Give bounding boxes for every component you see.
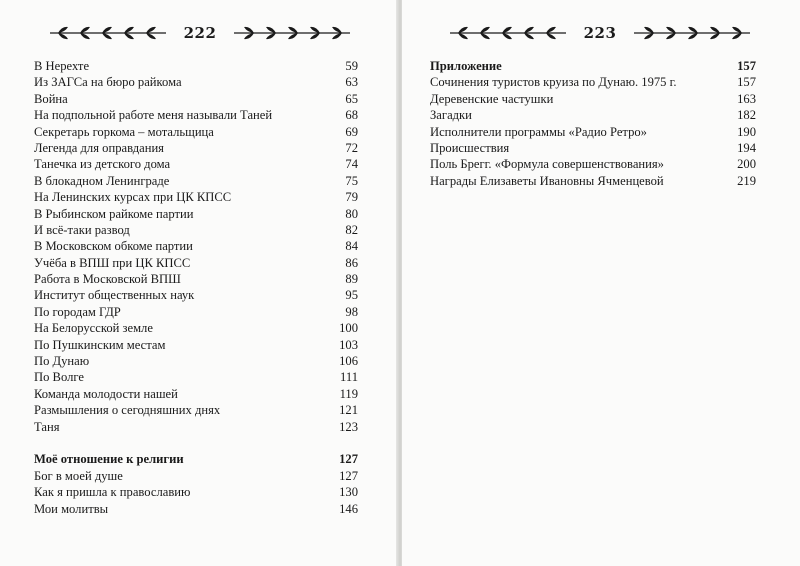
toc-entry-page-number: 121 (339, 403, 358, 418)
toc-entry-title: Танечка из детского дома (34, 157, 171, 172)
toc-entry (34, 173, 358, 189)
toc-entry (34, 189, 358, 205)
left-page-header (30, 22, 370, 44)
toc-entry-title: Война (34, 91, 68, 106)
toc-entry-page-number: 194 (737, 140, 756, 155)
toc-entry (34, 337, 358, 353)
toc-entry-title: По городам ГДР (34, 304, 121, 319)
toc-entry (34, 386, 358, 402)
toc-section-heading (34, 451, 358, 467)
toc-entry-title: Из ЗАГСа на бюро райкома (34, 75, 182, 90)
toc-entry-page-number: 200 (737, 157, 756, 172)
toc-entry (34, 140, 358, 156)
toc-entry (34, 222, 358, 238)
floral-ornament-icon (232, 25, 352, 41)
page-number: 222 (183, 24, 217, 42)
toc-entry (34, 468, 358, 484)
toc-entry (34, 369, 358, 385)
toc-entry-page-number: 95 (345, 288, 358, 303)
toc-entry-page-number: 100 (339, 321, 358, 336)
toc-entry (34, 206, 358, 222)
toc-entry-title: По Дунаю (34, 354, 90, 369)
right-page (402, 0, 800, 566)
toc-entry-page-number: 74 (345, 157, 358, 172)
toc-entry (34, 271, 358, 287)
toc-entry-page-number: 59 (345, 59, 358, 73)
table-of-contents (34, 58, 358, 517)
toc-entry-title: Загадки (430, 108, 472, 123)
toc-entry-title: Таня (34, 419, 60, 434)
toc-entry (34, 124, 358, 140)
toc-entry-page-number: 80 (345, 206, 358, 221)
toc-entry (430, 140, 756, 156)
toc-entry-page-number: 157 (737, 59, 756, 73)
toc-entry (34, 58, 358, 74)
toc-entry-title: Бог в моей душе (34, 468, 123, 483)
toc-entry-page-number: 103 (339, 337, 358, 352)
toc-entry-page-number: 127 (339, 452, 358, 467)
toc-entry (34, 353, 358, 369)
toc-entry-title: Институт общественных наук (34, 288, 195, 303)
toc-entry-page-number: 68 (345, 108, 358, 123)
toc-entry-page-number: 111 (340, 370, 358, 385)
toc-entry-page-number: 182 (737, 108, 756, 123)
toc-entry (34, 402, 358, 418)
toc-entry (34, 484, 358, 500)
toc-entry-title: Моё отношение к религии (34, 452, 184, 467)
toc-entry (34, 74, 358, 90)
toc-entry (34, 255, 358, 271)
toc-entry (34, 320, 358, 336)
toc-entry-title: Секретарь горкома – мотальщица (34, 124, 214, 139)
toc-entry-title: Приложение (430, 59, 502, 73)
toc-entry (430, 124, 756, 140)
toc-entry-title: В Нерехте (34, 59, 90, 73)
toc-entry-title: Работа в Московской ВПШ (34, 272, 181, 287)
toc-entry-title: Деревенские частушки (430, 91, 554, 106)
toc-entry-title: На подпольной работе меня называли Таней (34, 108, 273, 123)
toc-entry-title: В Рыбинском райкоме партии (34, 206, 194, 221)
toc-entry-title: В блокадном Ленинграде (34, 173, 170, 188)
toc-entry-page-number: 130 (339, 485, 358, 500)
toc-entry-title: Мои молитвы (34, 501, 109, 516)
toc-entry-page-number: 123 (339, 419, 358, 434)
page-number: 223 (583, 24, 617, 42)
toc-entry-page-number: 163 (737, 91, 756, 106)
toc-entry-page-number: 63 (345, 75, 358, 90)
toc-entry-page-number: 75 (345, 173, 358, 188)
toc-entry-title: Учёба в ВПШ при ЦК КПСС (34, 255, 191, 270)
toc-entry-page-number: 157 (737, 75, 756, 90)
toc-entry-title: В Московском обкоме партии (34, 239, 193, 254)
toc-entry-title: На Белорусской земле (34, 321, 153, 336)
toc-entry (430, 156, 756, 172)
toc-entry-title: По Пушкинским местам (34, 337, 166, 352)
toc-entry-page-number: 69 (345, 124, 358, 139)
toc-entry-page-number: 98 (345, 304, 358, 319)
toc-entry-title: И всё-таки развод (34, 222, 130, 237)
toc-entry-page-number: 106 (339, 354, 358, 369)
toc-entry-title: Поль Брегг. «Формула совершенствования» (430, 157, 664, 172)
toc-entry (34, 304, 358, 320)
toc-entry (430, 107, 756, 123)
toc-entry-title: Исполнители программы «Радио Ретро» (430, 124, 647, 139)
toc-entry-page-number: 190 (737, 124, 756, 139)
toc-entry (34, 91, 358, 107)
toc-entry-title: На Ленинских курсах при ЦК КПСС (34, 190, 232, 205)
toc-entry-title: Команда молодости нашей (34, 386, 178, 401)
toc-entry-page-number: 146 (339, 501, 358, 516)
toc-entry (34, 107, 358, 123)
toc-entry (430, 173, 756, 189)
toc-entry-page-number: 127 (339, 468, 358, 483)
toc-entry-page-number: 72 (345, 140, 358, 155)
toc-entry-page-number: 219 (737, 173, 756, 188)
right-page-header (430, 22, 770, 44)
toc-entry (34, 156, 358, 172)
toc-entry (34, 287, 358, 303)
toc-entry (430, 74, 756, 90)
toc-entry-page-number: 79 (345, 190, 358, 205)
left-page (0, 0, 398, 566)
toc-section-heading (430, 58, 756, 74)
toc-entry (34, 419, 358, 435)
toc-entry-page-number: 65 (345, 91, 358, 106)
toc-entry-title: Происшествия (430, 140, 510, 155)
toc-entry (34, 238, 358, 254)
toc-entry-page-number: 89 (345, 272, 358, 287)
toc-entry-title: По Волге (34, 370, 84, 385)
toc-entry-page-number: 84 (345, 239, 358, 254)
toc-entry-title: Размышления о сегодняшних днях (34, 403, 221, 418)
toc-entry-page-number: 82 (345, 222, 358, 237)
toc-entry-title: Легенда для оправдания (34, 140, 164, 155)
floral-ornament-icon (632, 25, 752, 41)
toc-entry-title: Сочинения туристов круиза по Дунаю. 1975 г. (430, 75, 677, 90)
toc-entry-page-number: 119 (339, 386, 358, 401)
floral-ornament-icon (48, 25, 168, 41)
toc-entry (34, 501, 358, 517)
toc-entry-title: Награды Елизаветы Ивановны Ячменцевой (430, 173, 664, 188)
floral-ornament-icon (448, 25, 568, 41)
toc-entry-page-number: 86 (345, 255, 358, 270)
toc-entry-title: Как я пришла к православию (34, 485, 191, 500)
toc-entry (430, 91, 756, 107)
table-of-contents (430, 58, 756, 189)
